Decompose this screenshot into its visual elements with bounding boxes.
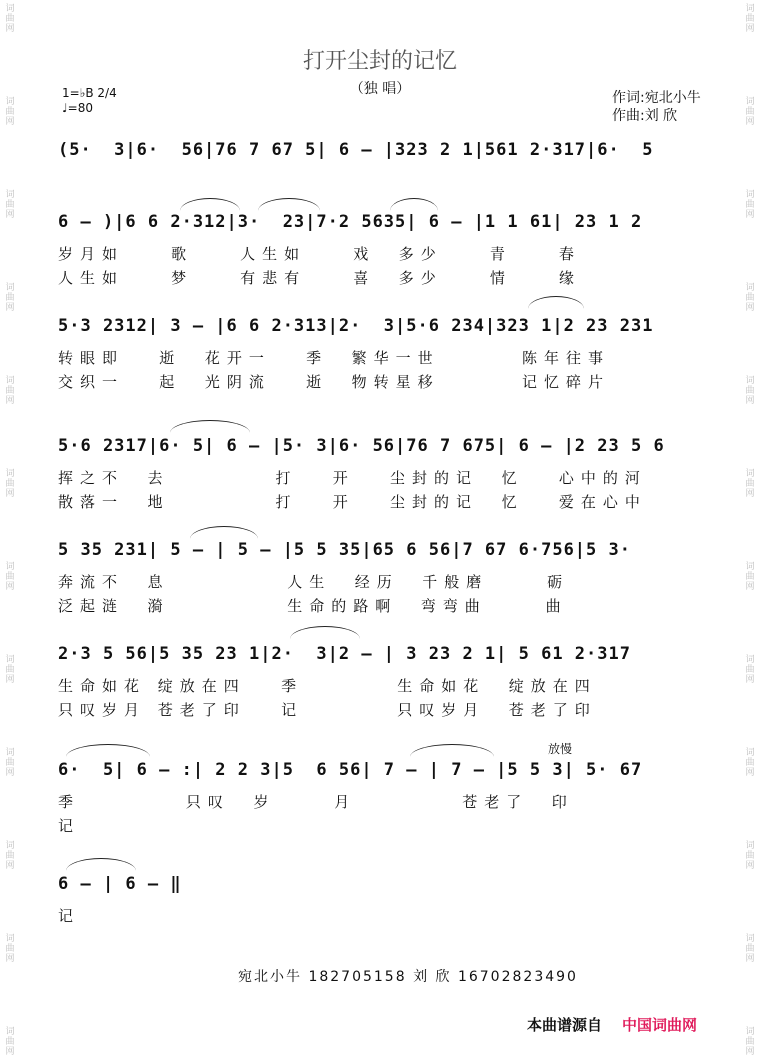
notation-line: 6 — )|6 6 2·312|3· 23|7·2 5635| 6 — |1 1 61| 23 1 2: [58, 212, 643, 232]
composer-credit: 作曲:刘 欣: [612, 108, 678, 124]
watermark-left: 词曲网 词曲网 词曲网 词曲网 词曲网 词曲网 词曲网 词曲网 词曲网 词曲网 词曲网 词曲网: [5, 4, 15, 1057]
notation-line: 5 35 231| 5 — | 5 — |5 5 35|65 6 56|7 67 6·756|5 3·: [58, 540, 631, 560]
tempo-marking: ♩=80: [62, 101, 93, 115]
score-system: [58, 212, 718, 290]
notation-line: 5·3 2312| 3 — |6 6 2·313|2· 3|5·6 234|323 1|2 23 231: [58, 316, 654, 336]
lyrics-verse-2: 散落一 地 打 开 尘封的记 忆 爱在心中: [58, 493, 647, 511]
lyrics-verse-1: 生命如花 绽放在四 季 生命如花 绽放在四: [58, 677, 597, 695]
score-system: [58, 140, 718, 170]
key-tempo-signature: 1=♭B 2/4: [62, 86, 117, 100]
slur: [290, 626, 360, 639]
lyrics-verse-2: 人生如 梦 有悲有 喜 多少 情 缘: [58, 269, 581, 287]
lyricist-credit: 作词:宛北小牛: [612, 90, 701, 106]
lyrics-verse-1: 岁月如 歌 人生如 戏 多少 青 春: [58, 245, 581, 263]
watermark-right: 词曲网 词曲网 词曲网 词曲网 词曲网 词曲网 词曲网 词曲网 词曲网 词曲网 词曲网 词曲网: [745, 4, 755, 1057]
slur: [66, 858, 136, 871]
source-note: [527, 1014, 697, 1035]
contact-info: 宛北小牛 182705158 刘 欣 16702823490: [238, 969, 578, 985]
notation-line: 6· 5| 6 — :| 2 2 3|5 6 56| 7 — | 7 — |5 5 3| 5· 67: [58, 760, 643, 780]
lyrics-verse-1: 记: [58, 907, 81, 925]
slur: [180, 198, 240, 211]
slur: [190, 526, 258, 539]
score-system: [58, 436, 718, 514]
credits: [612, 89, 701, 125]
performance-type: （独 唱）: [349, 81, 411, 97]
lyrics-verse-1: 奔流不 息 人生 经历 千般磨 砺: [58, 573, 570, 591]
tempo-instruction: 放慢: [548, 742, 573, 756]
score-system: [58, 740, 718, 838]
notation-line: (5· 3|6· 56|76 7 67 5| 6 — |323 2 1|561 2·317|6· 5: [58, 140, 654, 160]
lyrics-verse-1: 转眼即 逝 花开一 季 繁华一世 陈年往事: [58, 349, 611, 367]
notation-line: 5·6 2317|6· 5| 6 — |5· 3|6· 56|76 7 675| 6 — |2 23 5 6: [58, 436, 665, 456]
score-system: [58, 540, 718, 618]
song-title: 打开尘封的记忆: [302, 49, 457, 74]
lyrics-verse-1: 季 只叹 岁 月 苍老了 印: [58, 793, 574, 811]
score-system: [58, 316, 718, 394]
source-site: 中国词曲网: [622, 1016, 698, 1034]
key-signature: [62, 86, 117, 116]
score-system: [58, 644, 718, 722]
slur: [170, 420, 250, 433]
source-label: 本曲谱源自: [527, 1016, 603, 1034]
score-system: [58, 874, 718, 928]
lyrics-verse-2: 只叹岁月 苍老了印 记 只叹岁月 苍老了印: [58, 701, 597, 719]
lyrics-verse-2: 记: [58, 817, 81, 835]
lyrics-verse-2: 泛起涟 漪 生命的路啊 弯弯曲 曲: [58, 597, 568, 615]
slur: [528, 296, 584, 309]
notation-line: 6 — | 6 — ‖: [58, 874, 182, 894]
lyrics-verse-2: 交织一 起 光阴流 逝 物转星移 记忆碎片: [58, 373, 611, 391]
slur: [258, 198, 320, 211]
slur: [390, 198, 438, 211]
lyrics-verse-1: 挥之不 去 打 开 尘封的记 忆 心中的河: [58, 469, 647, 487]
notation-line: 2·3 5 56|5 35 23 1|2· 3|2 — | 3 23 2 1| 5 61 2·317: [58, 644, 631, 664]
